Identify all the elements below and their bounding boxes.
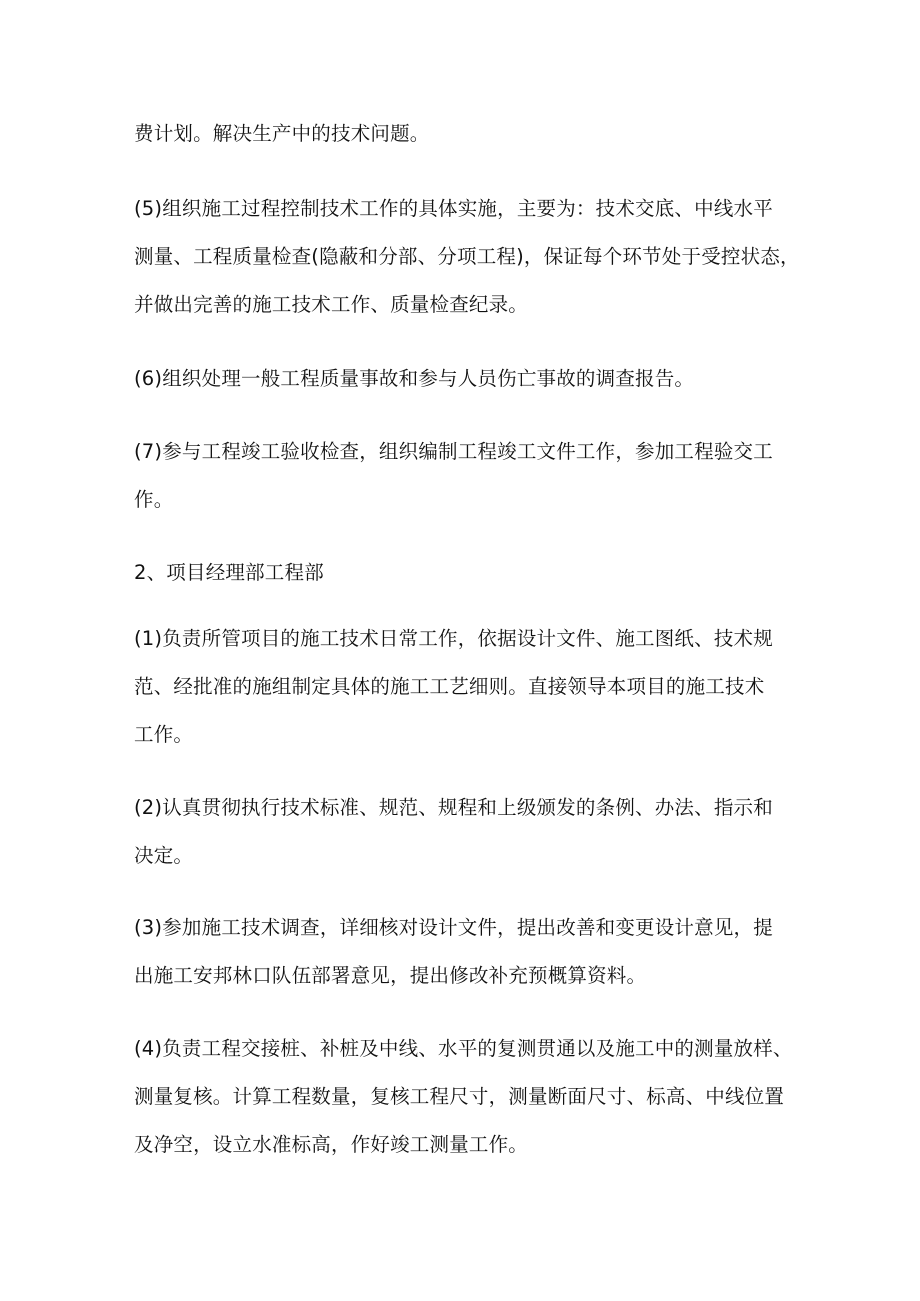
section-heading-engineering-dept bbox=[134, 549, 796, 597]
text-line: 作。 bbox=[134, 488, 174, 511]
paragraph-dept-item-2 bbox=[134, 784, 796, 880]
paragraph-dept-item-3 bbox=[134, 904, 796, 1000]
paragraph-dept-item-4 bbox=[134, 1025, 796, 1169]
text-line: (5)组织施工过程控制技术工作的具体实施，主要为：技术交底、中线水平 bbox=[134, 197, 773, 220]
text-line: 并做出完善的施工技术工作、质量检查纪录。 bbox=[134, 293, 529, 316]
text-line: (3)参加施工技术调查，详细核对设计文件，提出改善和变更设计意见，提 bbox=[134, 916, 773, 939]
paragraph-item-7 bbox=[134, 428, 796, 524]
text-line: (1)负责所管项目的施工技术日常工作，依据设计文件、施工图纸、技术规 bbox=[134, 627, 773, 650]
paragraph-dept-item-1 bbox=[134, 615, 796, 759]
text-line: (2)认真贯彻执行技术标准、规范、规程和上级颁发的条例、办法、指示和 bbox=[134, 796, 773, 819]
text-line: 费计划。解决生产中的技术问题。 bbox=[134, 122, 430, 145]
text-line: (6)组织处理一般工程质量事故和参与人员伤亡事故的调查报告。 bbox=[134, 367, 695, 390]
paragraph-item-6 bbox=[134, 355, 796, 403]
text-line: 出施工安邦林口队伍部署意见，提出修改补充预概算资料。 bbox=[134, 964, 647, 987]
text-line: 及净空，设立水准标高，作好竣工测量工作。 bbox=[134, 1133, 529, 1156]
text-line: 测量、工程质量检查(隐蔽和分部、分项工程)，保证每个环节处于受控状态， bbox=[134, 245, 800, 268]
text-line: 决定。 bbox=[134, 844, 194, 867]
text-line: (4)负责工程交接桩、补桩及中线、水平的复测贯通以及施工中的测量放样、 bbox=[134, 1037, 793, 1060]
paragraph-cost-plan bbox=[134, 110, 796, 158]
text-line: 范、经批准的施组制定具体的施工工艺细则。直接领导本项目的施工技术 bbox=[134, 675, 765, 698]
section-heading: 2、项目经理部工程部 bbox=[134, 561, 324, 584]
text-line: (7)参与工程竣工验收检查，组织编制工程竣工文件工作，参加工程验交工 bbox=[134, 440, 773, 463]
paragraph-item-5 bbox=[134, 185, 800, 329]
text-line: 工作。 bbox=[134, 723, 194, 746]
text-line: 测量复核。计算工程数量，复核工程尺寸，测量断面尺寸、标高、中线位置 bbox=[134, 1085, 785, 1108]
